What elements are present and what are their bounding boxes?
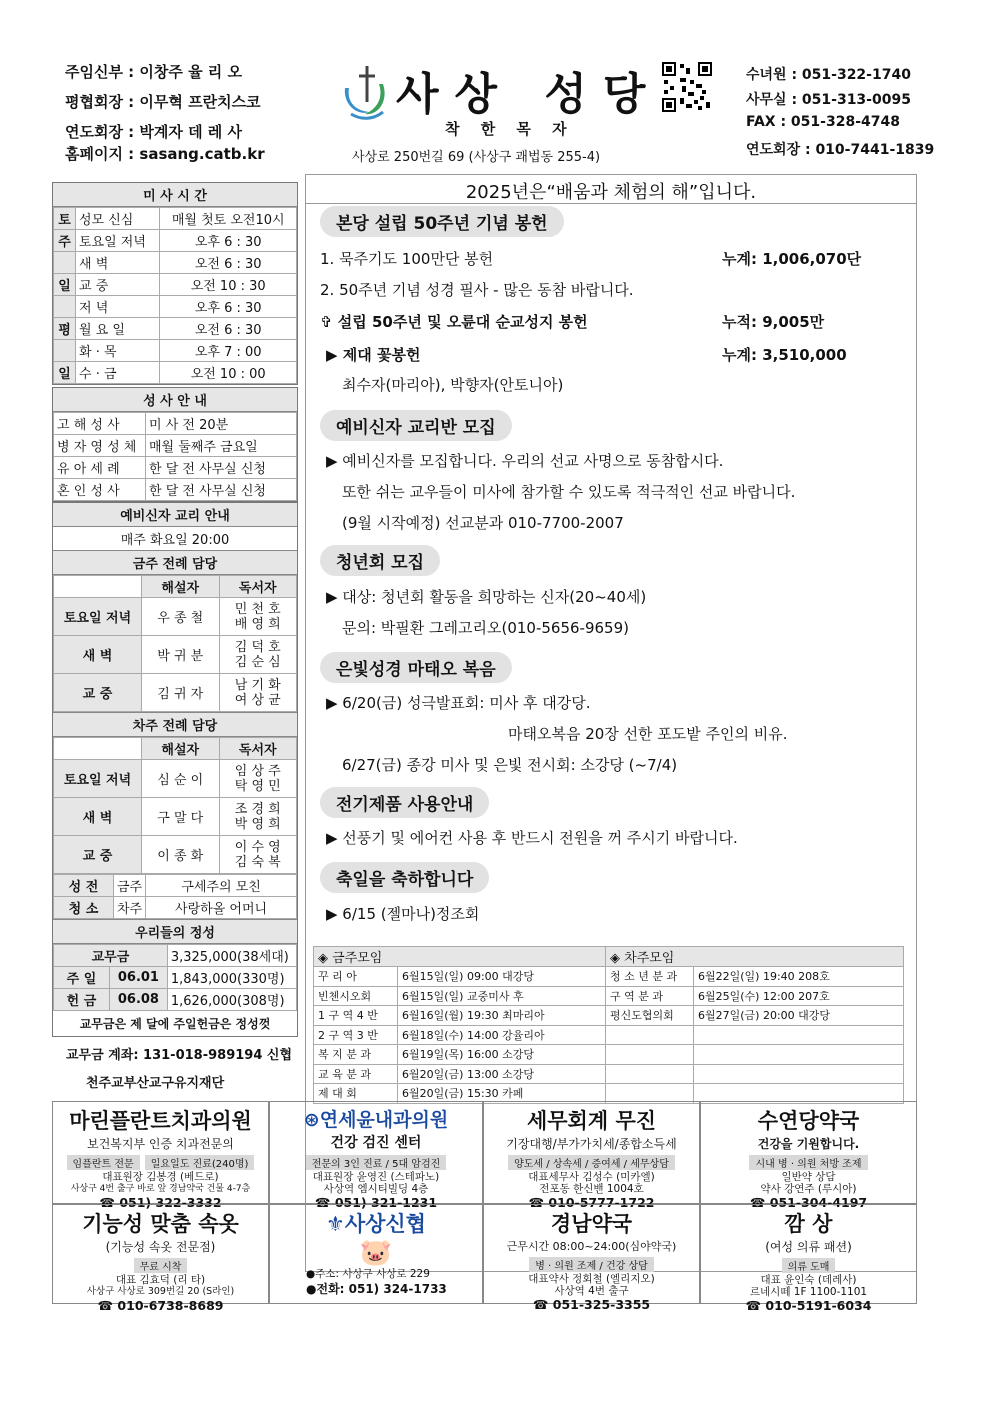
meeting-group: 1 구 역 4 반 — [314, 1006, 398, 1026]
reader: 배 영 희 — [234, 616, 281, 632]
notice-line: 문의: 박필환 그레고리오(010-5656-9659) — [342, 619, 629, 637]
ad-phone: ☎ 051) 321-1231 — [314, 1195, 438, 1210]
hymn-label: 청 소 — [54, 897, 114, 919]
ad-phone: ☎ 010-5191-6034 — [745, 1298, 872, 1313]
meeting-group: 평신도협의회 — [606, 1006, 694, 1026]
meeting-group: 복 지 분 과 — [314, 1045, 398, 1065]
group-label — [54, 340, 76, 362]
group-label: 주 — [54, 230, 76, 252]
notice-line: ▶ 대상: 청년회 활동을 희망하는 신자(20~40세) — [326, 588, 647, 606]
meeting-time: 6월27일(금) 20:00 대강당 — [694, 1006, 904, 1026]
meeting-time: 6월18일(수) 14:00 강율리아 — [398, 1025, 606, 1045]
ad-badge: 시내 병 · 의원 처방 조제 — [749, 1155, 867, 1170]
ad-badge: 무료 시착 — [134, 1258, 188, 1273]
service-label: 교 중 — [54, 674, 142, 712]
ad-text: 대표원장 윤영진 (스테파노) — [312, 1171, 440, 1183]
group-label — [54, 252, 76, 274]
sacrament-info: 매월 둘째주 금요일 — [146, 435, 297, 457]
reader: 민 천 호 — [234, 601, 281, 617]
ad-text: 대표 윤인숙 (데레사) — [760, 1274, 857, 1286]
commentator-header: 해설자 — [142, 738, 220, 760]
ad-subtitle: (기능성 속옷 전문점) — [105, 1240, 216, 1254]
meetings-header: ◈ 차주모임 — [606, 947, 904, 967]
account-number: 교무금 계좌: 131-018-989194 신협 — [66, 1048, 293, 1063]
sacrament-info: 한 달 전 사무실 신청 — [146, 457, 297, 479]
mass-name: 수 · 금 — [76, 362, 160, 384]
meetings-table — [313, 946, 904, 1104]
ad-title: 수연당약국 — [757, 1109, 860, 1133]
meeting-time: 6월16일(월) 19:30 최마리아 — [398, 1006, 606, 1026]
group-label — [54, 296, 76, 318]
reader: 이 수 영 — [234, 839, 281, 855]
group-label: 평 — [54, 318, 76, 340]
offering-date: 06.08 — [110, 989, 168, 1011]
ad-phone: ●전화: 051) 324-1733 — [306, 1282, 447, 1296]
notice-line: 1. 묵주기도 100만단 봉헌 — [320, 250, 494, 268]
header-office-phone: 사무실 : 051-313-0095 — [746, 92, 911, 108]
service-label: 교 중 — [54, 836, 142, 874]
mass-time: 오전 6 : 30 — [160, 318, 297, 340]
ad-subtitle: (여성 의류 패션) — [765, 1240, 852, 1254]
header-pastor: 주임신부 : 이창주 율 리 오 — [65, 63, 243, 81]
reader: 남 기 화 — [234, 677, 281, 693]
mass-name: 새 벽 — [76, 252, 160, 274]
ad-badge: 전문의 3인 진료 / 5대 암검진 — [306, 1155, 447, 1170]
address: 사상로 250번길 69 (사상구 괘법동 255-4) — [352, 150, 601, 165]
reader: 임 상 주 — [234, 763, 281, 779]
mass-time: 오전 10 : 00 — [160, 362, 297, 384]
reader: 김 숙 복 — [234, 854, 281, 870]
sacrament-info: 한 달 전 사무실 신청 — [146, 479, 297, 501]
meeting-time: 6월15일(일) 09:00 대강당 — [398, 967, 606, 987]
reader: 박 영 희 — [234, 816, 281, 832]
reader: 김 덕 호 — [234, 639, 281, 655]
meeting-time: 6월15일(일) 교중미사 후 — [398, 986, 606, 1006]
clinic-logo-icon: ⊛ — [303, 1109, 320, 1131]
yearly-theme-banner: 2025년은“배움과 체험의 해”입니다. — [305, 174, 917, 204]
commentator: 이 종 화 — [142, 836, 220, 874]
ad-phone: ☎ 051-304-4197 — [749, 1195, 868, 1210]
meeting-time: 6월25일(수) 12:00 207호 — [694, 986, 904, 1006]
sacraments-title: 성 사 안 내 — [53, 388, 297, 412]
thisweek-title: 금주 전례 담당 — [53, 551, 297, 575]
reader: 탁 영 민 — [234, 778, 281, 794]
mass-name: 월 요 일 — [76, 318, 160, 340]
ad-dental[interactable] — [52, 1101, 269, 1210]
offering-label: 헌 금 — [54, 989, 110, 1011]
ad-text: 사상구 사상로 309번길 20 (S라인) — [86, 1286, 235, 1297]
group-label: 일 — [54, 274, 76, 296]
hymn-label: 성 전 — [54, 875, 114, 897]
hymn-week: 금주 — [114, 875, 146, 897]
meeting-time: 6월20일(금) 15:30 카페 — [398, 1084, 606, 1104]
kyomu-label: 교무금 — [54, 945, 168, 967]
commentator: 구 말 다 — [142, 798, 220, 836]
ad-badge: 양도세 / 상속세 / 증여세 / 세무상담 — [508, 1155, 675, 1170]
reader: 여 상 균 — [234, 692, 281, 708]
mass-time: 오전 10 : 30 — [160, 274, 297, 296]
ad-subtitle: 보건복지부 인증 치과전문의 — [87, 1137, 234, 1151]
ad-phone: ☎ 051-325-3355 — [532, 1297, 651, 1312]
mass-time: 오후 7 : 00 — [160, 340, 297, 362]
meeting-group: 꾸 리 아 — [314, 967, 398, 987]
ad-subtitle: 기장대행/부가가치세/종합소득세 — [506, 1137, 677, 1151]
offering-title: 우리들의 정성 — [53, 919, 297, 944]
ad-title: 경남약국 — [550, 1212, 633, 1236]
service-label: 토요일 저녁 — [54, 598, 142, 636]
meeting-group: 청 소 년 분 과 — [606, 967, 694, 987]
service-label: 토요일 저녁 — [54, 760, 142, 798]
sacrament-name: 고 해 성 사 — [54, 413, 146, 435]
offering-label: 주 일 — [54, 967, 110, 989]
page-title: 사상 성당 — [396, 69, 662, 120]
sacrament-name: 병 자 영 성 체 — [54, 435, 146, 457]
sacrament-name: 혼 인 성 사 — [54, 479, 146, 501]
ad-badge: 일요일도 진료(240명) — [145, 1155, 255, 1170]
notice-line: 또한 쉬는 교우들이 미사에 참가할 수 있도록 적극적인 선교 바랍니다. — [342, 483, 796, 501]
meeting-group: 교 육 분 과 — [314, 1064, 398, 1084]
mass-name: 토요일 저녁 — [76, 230, 160, 252]
ad-text: 대표약사 정회철 (엘리지오) — [528, 1273, 655, 1285]
ad-pharmacy-gyeongnam[interactable] — [483, 1204, 700, 1312]
ad-badge: 병 · 의원 조제 / 건강 상담 — [529, 1257, 654, 1272]
commentator: 김 귀 자 — [142, 674, 220, 712]
sacrament-name: 유 아 세 례 — [54, 457, 146, 479]
ad-phone: ☎ 051) 322-3332 — [99, 1195, 222, 1210]
ad-title: 세무회계 무진 — [526, 1109, 657, 1133]
notice-line: 최수자(마리아), 박향자(안토니아) — [342, 376, 564, 394]
ad-underwear[interactable] — [52, 1204, 269, 1313]
mass-times-panel — [52, 182, 298, 385]
ad-title: 사상신협 — [344, 1212, 426, 1236]
reader: 조 경 희 — [234, 801, 281, 817]
group-label: 일 — [54, 362, 76, 384]
offering-note: 교무금은 제 달에 주일헌금은 정성껏 — [79, 1017, 271, 1031]
ad-text: ●주소: 사상구 사상로 229 — [306, 1268, 430, 1280]
mass-time: 매월 첫토 오전10시 — [160, 208, 297, 230]
header-yeondo-phone: 연도회장 : 010-7441-1839 — [746, 142, 935, 158]
ad-text: 대표원장 김봉경 (베드로) — [102, 1171, 219, 1183]
sacraments-panel — [52, 387, 298, 502]
service-label: 새 벽 — [54, 636, 142, 674]
section-header: 본당 설립 50주년 기념 봉헌 — [320, 206, 564, 237]
reader-header: 독서자 — [219, 576, 297, 598]
ad-subtitle: 건강 검진 센터 — [330, 1135, 422, 1151]
ad-text: 전포동 한신밴 1004호 — [539, 1183, 644, 1195]
notice-line: ▶ 6/15 (젤마나)정조회 — [326, 905, 480, 923]
notice-value: 누계: 1,006,070단 — [722, 250, 862, 268]
meeting-group: 2 구 역 3 반 — [314, 1025, 398, 1045]
notice-line: ▶ 6/20(금) 성극발표회: 미사 후 대강당. — [326, 694, 591, 712]
meeting-group: 제 대 회 — [314, 1084, 398, 1104]
ad-text: 대표세무사 김성수 (미카엘) — [528, 1171, 655, 1183]
section-header: 은빛성경 마태오 복음 — [320, 652, 512, 683]
ad-pharmacy-suyeon[interactable] — [700, 1101, 917, 1210]
mass-time: 오전 6 : 30 — [160, 252, 297, 274]
ad-subtitle: 근무시간 08:00~24:00(심야약국) — [506, 1240, 677, 1253]
ad-text: 약사 강연주 (루시아) — [760, 1183, 857, 1195]
ad-tax[interactable] — [483, 1101, 700, 1210]
commentator-header: 해설자 — [142, 576, 220, 598]
parish-logo-icon — [337, 62, 393, 120]
ad-phone: ☎ 010-6738-8689 — [97, 1298, 224, 1313]
mass-time: 오후 6 : 30 — [160, 230, 297, 252]
section-header: 청년회 모집 — [320, 545, 440, 576]
notice-value: 누적: 9,005만 — [722, 313, 825, 331]
liturgy-panel — [52, 502, 298, 1037]
mass-name: 교 중 — [76, 274, 160, 296]
mass-times-title: 미 사 시 간 — [53, 183, 297, 207]
ad-title: 기능성 맞춤 속옷 — [82, 1212, 239, 1236]
meeting-time: 6월19일(목) 16:00 소강당 — [398, 1045, 606, 1065]
header-yeondo: 연도회장 : 박계자 데 레 사 — [65, 123, 243, 141]
meeting-time: 6월20일(금) 13:00 소강당 — [398, 1064, 606, 1084]
ad-text: 대표 김효덕 (리 타) — [115, 1274, 206, 1286]
ad-fashion[interactable] — [700, 1204, 917, 1313]
reader: 김 순 심 — [234, 654, 281, 670]
account-owner: 천주교부산교구유지재단 — [86, 1076, 225, 1091]
section-header: 축일을 축하합니다 — [320, 862, 489, 893]
subtitle: 착 한 목 자 — [445, 120, 575, 138]
mass-name: 화 · 목 — [76, 340, 160, 362]
mass-time: 오후 6 : 30 — [160, 296, 297, 318]
offering-date: 06.01 — [110, 967, 168, 989]
credit-union-logo-icon: ⚜ — [326, 1212, 345, 1236]
header-convent-phone: 수녀원 : 051-322-1740 — [746, 67, 911, 83]
service-label: 새 벽 — [54, 798, 142, 836]
nextweek-title: 차주 전례 담당 — [53, 712, 297, 737]
offering-value: 1,626,000(308명) — [167, 989, 296, 1011]
ad-clinic[interactable] — [269, 1101, 483, 1210]
commentator: 심 순 이 — [142, 760, 220, 798]
meetings-header: ◈ 금주모임 — [314, 947, 606, 967]
qr-code-icon[interactable] — [662, 62, 712, 112]
mascot-icon: 🐷 — [359, 1238, 393, 1268]
notice-line: ▶ 선풍기 및 에어컨 사용 후 반드시 전원을 꺼 주시기 바랍니다. — [326, 829, 738, 847]
group-label: 토 — [54, 208, 76, 230]
mass-name: 저 녁 — [76, 296, 160, 318]
ad-badge: 임플란트 전문 — [67, 1155, 140, 1170]
ad-credit-union[interactable] — [269, 1204, 483, 1304]
meeting-group: 빈첸시오회 — [314, 986, 398, 1006]
ad-phone: ☎ 010-5777-1722 — [528, 1195, 655, 1210]
hymn-title: 사랑하올 어머니 — [146, 897, 297, 919]
notice-line: 6/27(금) 종강 미사 및 은빛 전시회: 소강당 (~7/4) — [342, 756, 678, 774]
header-fax: FAX : 051-328-4748 — [746, 114, 900, 130]
commentator: 박 귀 분 — [142, 636, 220, 674]
ad-text: 사상구 4번 출구 바로 앞 경남약국 건물 4-7층 — [70, 1184, 251, 1194]
commentator: 우 종 철 — [142, 598, 220, 636]
notice-line: 마태오복음 20장 선한 포도밭 주인의 비유. — [508, 725, 788, 743]
catechumen-title: 예비신자 교리 안내 — [53, 503, 297, 527]
section-header: 예비신자 교리반 모집 — [320, 410, 512, 441]
hymn-week: 차주 — [114, 897, 146, 919]
notice-line: 2. 50주년 기념 성경 필사 - 많은 동참 바랍니다. — [320, 281, 634, 299]
ad-title: 마린플란트치과의원 — [69, 1109, 252, 1133]
mass-name: 성모 신심 — [76, 208, 160, 230]
notice-line: ✞ 설립 50주년 및 오륜대 순교성지 봉헌 — [320, 313, 588, 331]
ad-subtitle: 건강을 기원합니다. — [757, 1137, 860, 1151]
kyomu-value: 3,325,000(38세대) — [167, 945, 296, 967]
reader-header: 독서자 — [219, 738, 297, 760]
header-council: 평협회장 : 이무혁 프란치스코 — [65, 93, 261, 111]
offering-value: 1,843,000(330명) — [167, 967, 296, 989]
hymn-title: 구세주의 모친 — [146, 875, 297, 897]
sacrament-info: 미 사 전 20분 — [146, 413, 297, 435]
ad-title: 연세윤내과의원 — [319, 1109, 449, 1131]
notice-line: ▶ 예비신자를 모집합니다. 우리의 선교 사명으로 동참합시다. — [326, 452, 724, 470]
ad-text: 사상역 4번 출구 — [554, 1285, 629, 1297]
notice-line: (9월 시작예정) 선교분과 010-7700-2007 — [342, 514, 624, 532]
header-homepage[interactable]: 홈페이지 : sasang.catb.kr — [65, 145, 265, 163]
ad-text: 르네시떼 1F 1100-1101 — [749, 1286, 868, 1298]
notice-value: 누계: 3,510,000 — [722, 346, 847, 364]
section-header: 전기제품 사용안내 — [320, 787, 489, 818]
catechumen-time: 매주 화요일 20:00 — [53, 527, 297, 551]
notice-line: ▶ 제대 꽃봉헌 — [326, 346, 421, 364]
ad-text: 일반약 상담 — [781, 1171, 836, 1183]
ad-badge: 의류 도매 — [782, 1258, 836, 1273]
ad-text: 사상역 엠시티빌딩 4층 — [323, 1183, 429, 1195]
ad-title: 깜 상 — [784, 1212, 833, 1236]
meeting-group: 구 역 분 과 — [606, 986, 694, 1006]
meeting-time: 6월22일(일) 19:40 208호 — [694, 967, 904, 987]
